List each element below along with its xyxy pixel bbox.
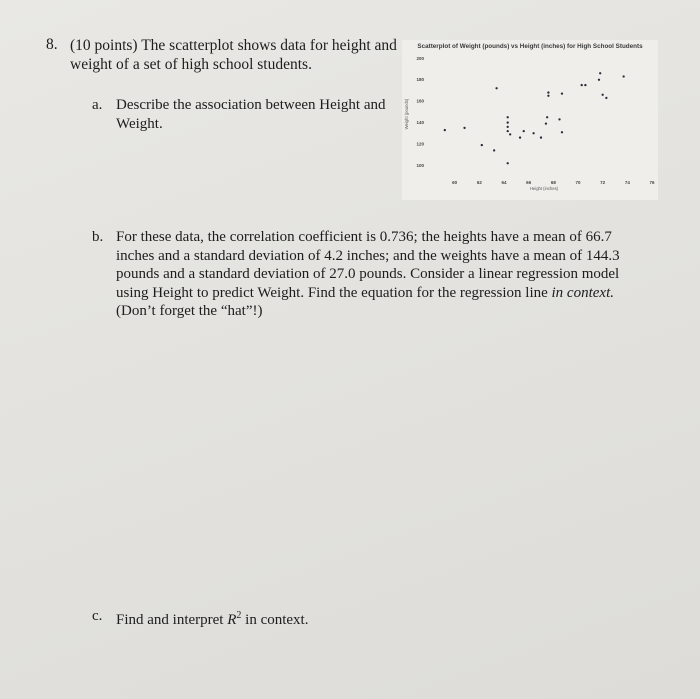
chart-title: Scatterplot of Weight (pounds) vs Height (inches) for High School Students (417, 43, 643, 50)
data-point (545, 122, 547, 124)
y-tick-label: 140 (416, 120, 424, 126)
question-number: 8. (46, 36, 58, 53)
data-point (581, 84, 583, 86)
y-axis-label: Weight (pounds) (404, 98, 409, 130)
data-point (495, 87, 497, 89)
x-tick-label: 60 (452, 180, 458, 185)
data-point (507, 116, 509, 118)
data-point (602, 94, 604, 96)
data-point (605, 97, 607, 99)
r-squared-symbol: R (227, 612, 237, 628)
part-c-body (116, 607, 492, 630)
part-b-text: For these data, the correlation coefficient is 0.736; the heights have a mean of 66.7 inches and a standard deviation of 4.2 inches; and the weights have a mean of 144.3 pounds and a standard deviation of 27.0 pounds. Consider a linear regression model using Height to predict Weight. Find the equation for the regression line (116, 229, 620, 301)
x-tick-label: 68 (550, 180, 556, 185)
data-point (523, 130, 525, 132)
r-squared-exponent: 2 (236, 610, 242, 621)
x-tick-label: 62 (476, 180, 482, 185)
part-b-letter: b. (92, 229, 104, 245)
x-tick-label: 72 (600, 180, 606, 185)
data-point (463, 127, 465, 129)
y-tick-label: 120 (416, 141, 424, 147)
question-points: (10 points) (70, 37, 138, 54)
x-tick-label: 70 (575, 180, 581, 185)
scatterplot-figure (402, 40, 658, 200)
data-point (507, 130, 509, 132)
data-point (598, 79, 600, 81)
data-point (519, 136, 521, 138)
part-c-suffix: in context. (245, 612, 309, 628)
data-point (444, 129, 446, 131)
part-c-letter: c. (92, 608, 103, 624)
scatterplot-chart (402, 40, 658, 200)
data-point (546, 116, 548, 118)
y-tick-label: 160 (416, 98, 424, 104)
y-tick-label: 200 (416, 55, 424, 61)
data-point (540, 136, 542, 138)
data-point (493, 149, 495, 151)
data-point (507, 162, 509, 164)
data-point (507, 126, 509, 128)
data-point (481, 144, 483, 146)
data-point (584, 84, 586, 86)
data-point (547, 95, 549, 97)
data-point (509, 133, 511, 135)
part-a-text: Describe the association between Height and Weight. (116, 97, 386, 132)
question-prompt (70, 36, 400, 74)
data-point (599, 72, 601, 74)
x-axis-label: Height (inches) (529, 186, 559, 191)
part-c (92, 607, 492, 630)
data-point (561, 92, 563, 94)
part-b-body (116, 228, 632, 321)
part-b (92, 228, 632, 321)
y-tick-label: 180 (416, 77, 424, 83)
part-b-note: (Don’t forget the “hat”!) (116, 303, 263, 319)
part-c-prefix: Find and interpret (116, 612, 224, 628)
part-a (92, 96, 392, 133)
x-tick-label: 76 (649, 180, 655, 185)
part-b-emphasis: in context. (551, 284, 614, 301)
y-tick-label: 100 (416, 162, 424, 168)
data-point (507, 121, 509, 123)
part-a-letter: a. (92, 97, 103, 113)
data-point (561, 131, 563, 133)
x-tick-label: 64 (501, 180, 507, 185)
data-point (547, 91, 549, 93)
x-tick-label: 66 (526, 180, 532, 185)
data-point (532, 132, 534, 134)
question-text: The scatterplot shows data for height and weight of a set of high school students. (70, 37, 397, 73)
data-point (558, 118, 560, 120)
x-tick-label: 74 (624, 180, 630, 185)
data-point (622, 75, 624, 77)
